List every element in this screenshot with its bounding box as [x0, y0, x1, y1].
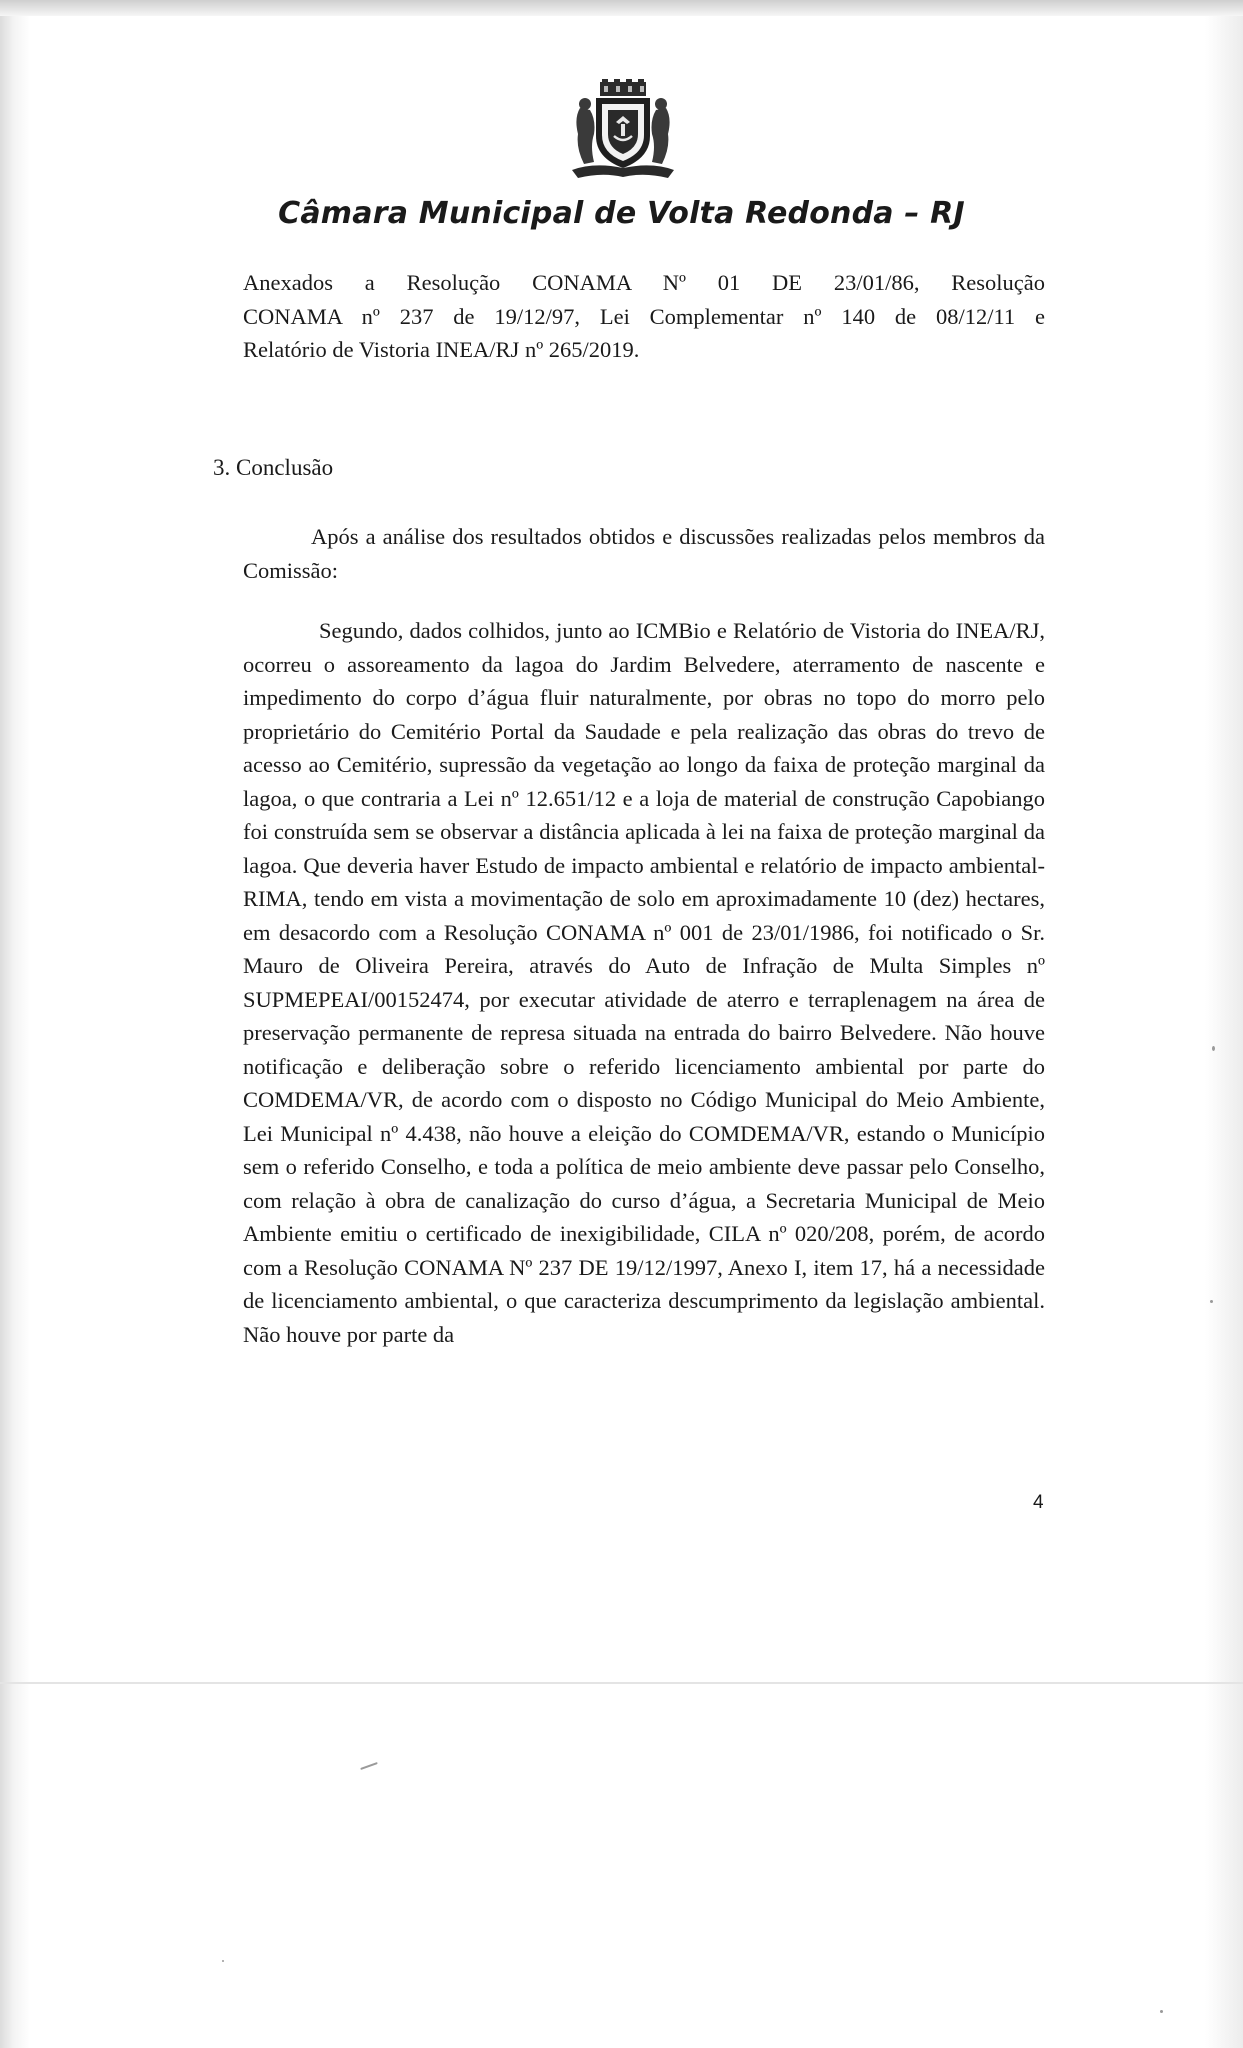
intro-paragraph [243, 266, 1045, 367]
scan-speck [1210, 1300, 1213, 1303]
page-number: 4 [1033, 1492, 1044, 1513]
intro-line: Relatório de Vistoria INEA/RJ nº 265/2019. [243, 337, 640, 362]
page-fold-line [0, 1682, 1243, 1684]
scan-speck [222, 1960, 224, 1962]
analysis-paragraph: Após a análise dos resultados obtidos e discussões realizadas pelos membros da Comissão: [243, 524, 1045, 583]
scan-speck [1160, 2010, 1163, 2013]
intro-line: CONAMA nº 237 de 19/12/97, Lei Complementar nº 140 de 08/12/11 e [243, 303, 1045, 329]
page-top-edge [0, 0, 1243, 16]
scan-speck [1212, 1046, 1215, 1051]
institution-title: Câmara Municipal de Volta Redonda – RJ [278, 196, 965, 231]
section-heading: 3. Conclusão [213, 455, 334, 480]
intro-line: Anexados a Resolução CONAMA Nº 01 DE 23/01/86, Resolução [243, 270, 1045, 295]
municipal-coat-of-arms-icon [564, 78, 682, 186]
findings-paragraph: Segundo, dados colhidos, junto ao ICMBio e Relatório de Vistoria do INEA/RJ, ocorreu o assoreamento da lagoa do Jardim Belvedere, aterramento de nascente e impedimento do corpo d’água fluir naturalmente, por obras no topo do morro pelo proprietário do Cemitério Portal da Saudade e pela realização das obras do trevo de acesso ao Cemitério, supressão da vegetação ao longo da faixa de proteção marginal da lagoa, o que contraria a Lei nº 12.651/12 e a loja de material de construção Capobiango foi construída sem se observar a distância aplicada à lei na faixa de proteção marginal da lagoa. Que deveria haver Estudo de impacto ambiental e relatório de impacto ambiental-RIMA, tendo em vista a movimentação de solo em aproximadamente 10 (dez) hectares, em desacordo com a Resolução CONAMA nº 001 de 23/01/1986, foi notificado o Sr. Mauro de Oliveira Pereira, através do Auto de Infração de Multa Simples nº SUPMEPEAI/00152474, por executar atividade de aterro e terraplenagem na área de preservação permanente de represa situada na entrada do bairro Belvedere. Não houve notificação e deliberação sobre o referido licenciamento ambiental por parte do COMDEMA/VR, de acordo com o disposto no Código Municipal do Meio Ambiente, Lei Municipal nº 4.438, não houve a eleição do COMDEMA/VR, estando o Município sem o referido Conselho, e toda a política de meio ambiente deve passar pelo Conselho, com relação à obra de canalização do curso d’água, a Secretaria Municipal de Meio Ambiente emitiu o certificado de inexigibilidade, CILA nº 020/208, porém, de acordo com a Resolução CONAMA Nº 237 DE 19/12/1997, Anexo I, item 17, há a necessidade de licenciamento ambiental, o que caracteriza descumprimento da legislação ambiental. Não houve por parte da [243, 618, 1045, 1347]
